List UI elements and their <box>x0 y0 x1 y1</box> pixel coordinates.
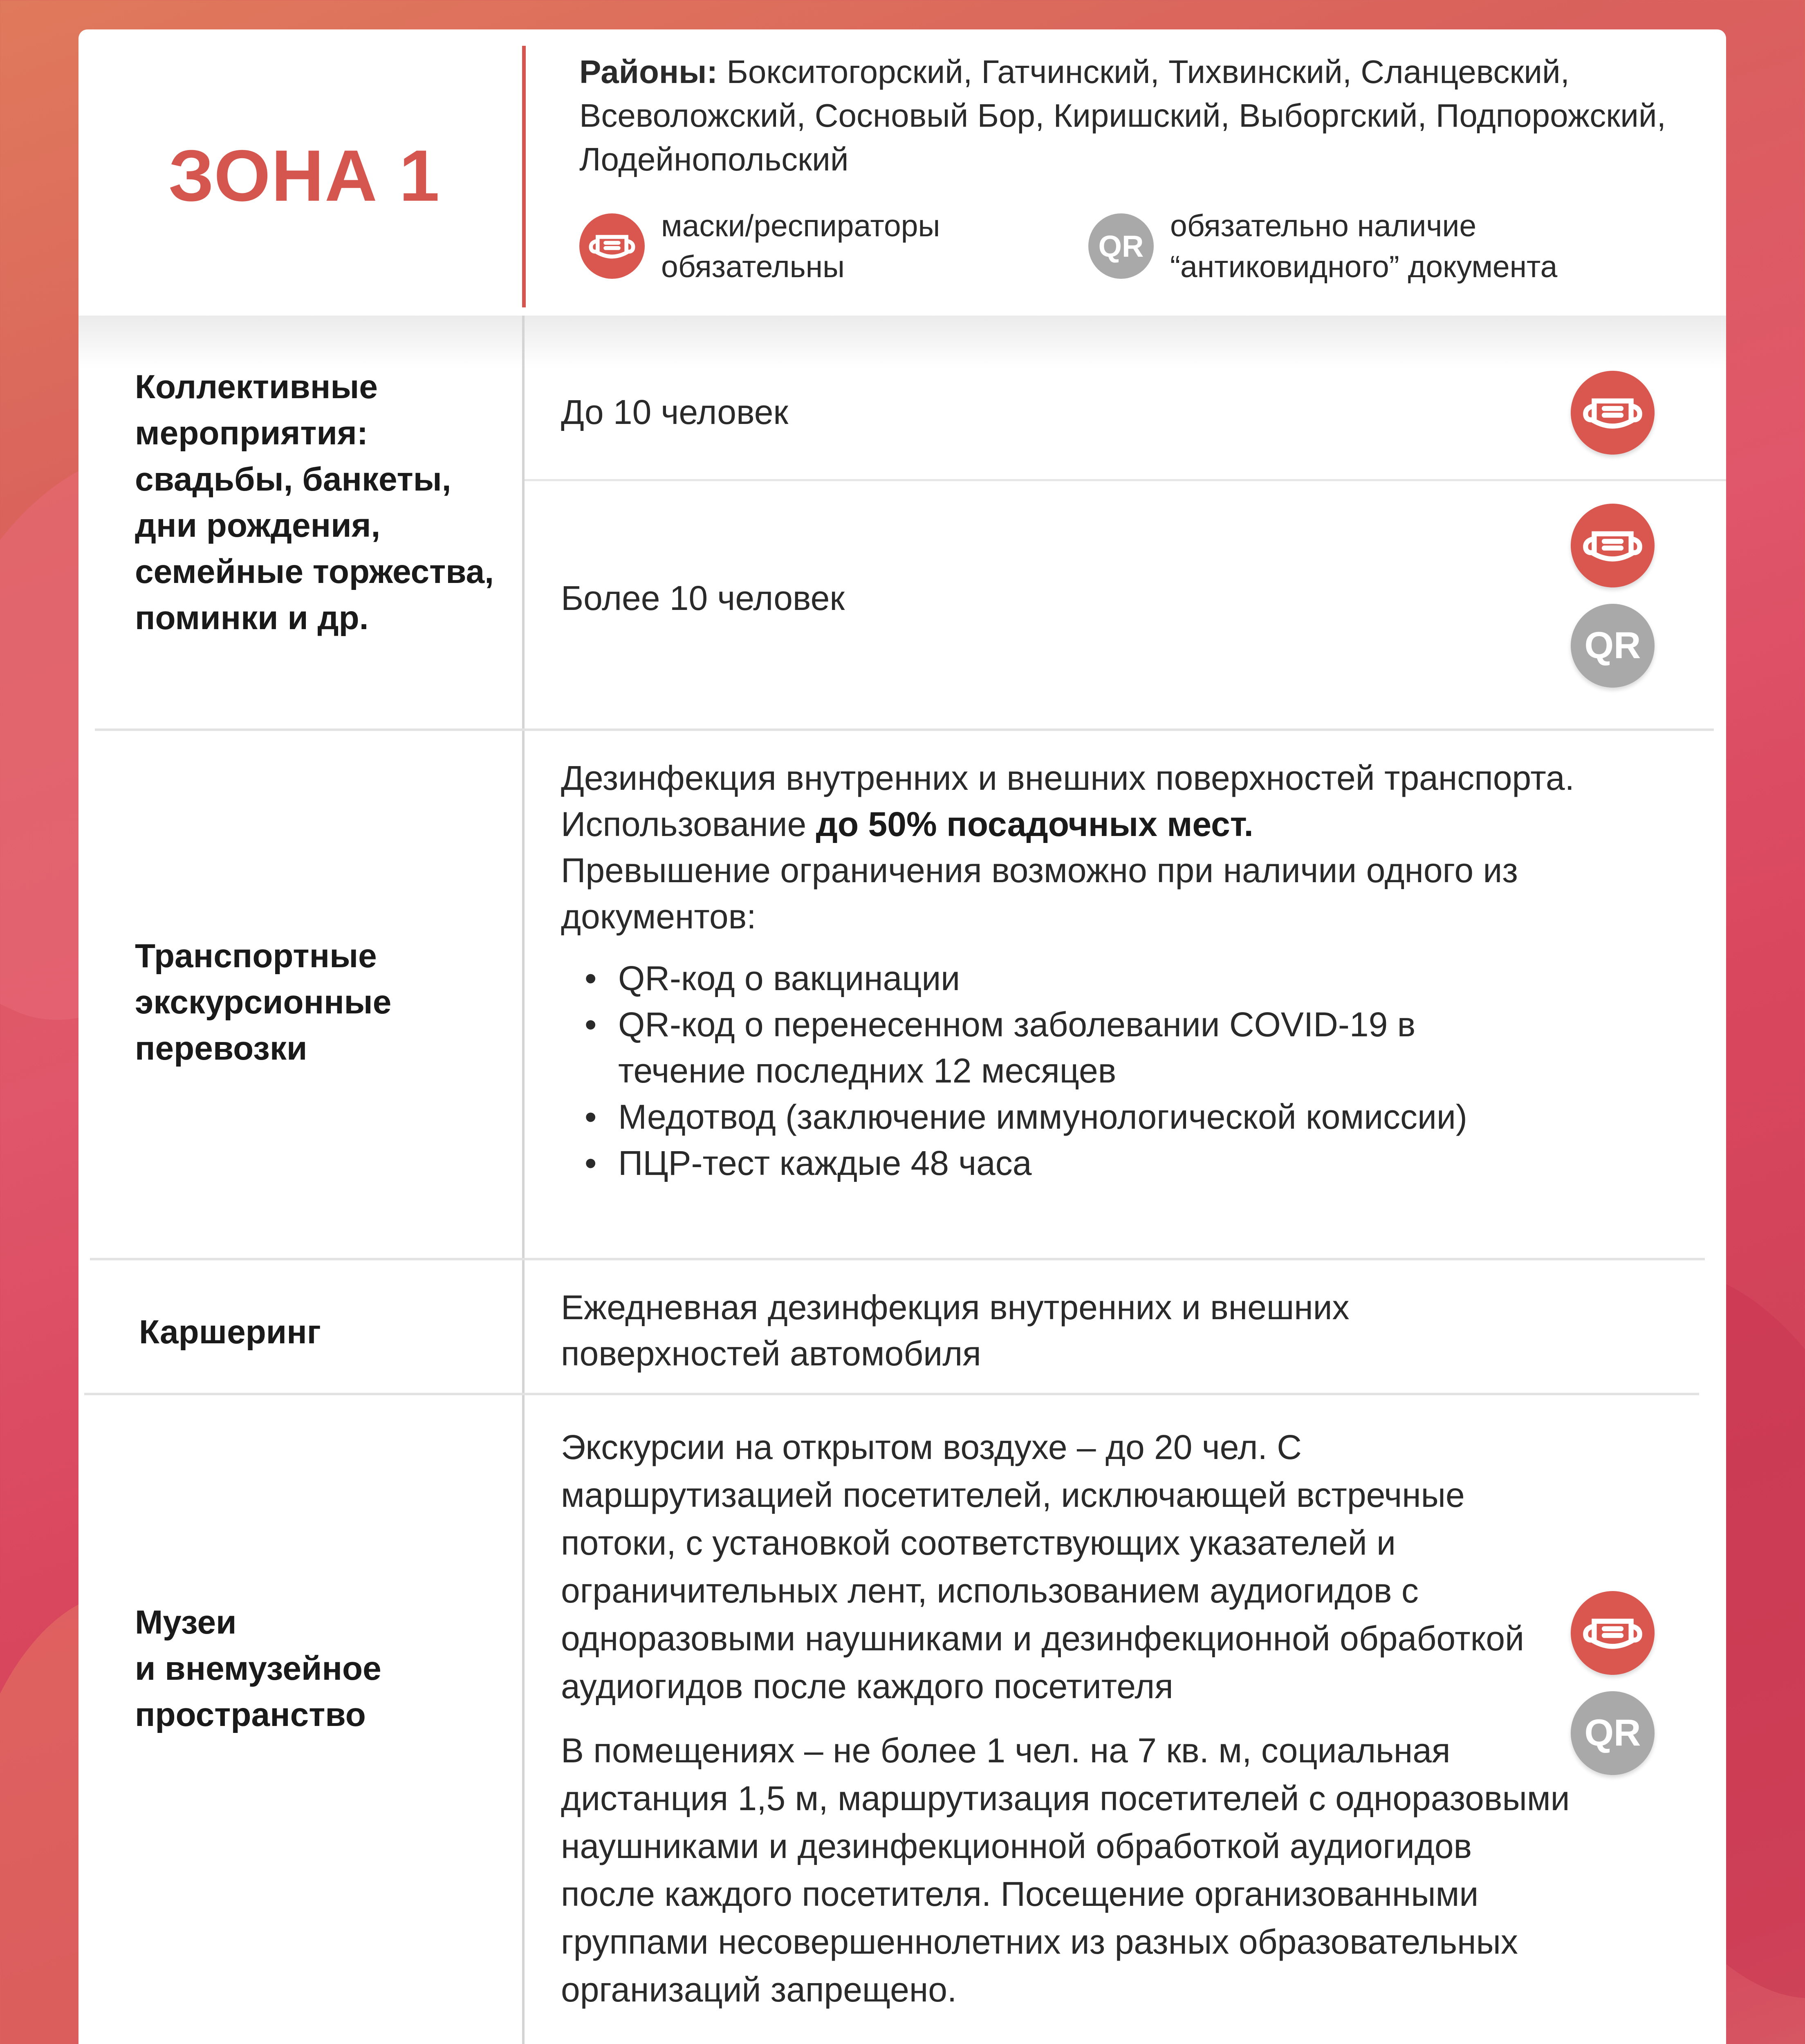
row-divider <box>525 479 1726 481</box>
row-label-museums <box>135 1599 381 1738</box>
museums-label-line3: пространство <box>135 1696 366 1733</box>
zone-header <box>78 29 1726 316</box>
carsharing-text: Ежедневная дезинфекция внутренних и внешних поверхностей автомобиля <box>561 1288 1350 1373</box>
row-divider <box>95 728 1714 731</box>
legend-qr-text <box>1170 205 1557 287</box>
legend-mask-line2: обязательны <box>661 249 845 284</box>
mask-icon <box>1571 504 1655 587</box>
legend-mask-line1: маски/респираторы <box>661 208 940 243</box>
qr-icon <box>1088 213 1154 279</box>
districts-list: Бокситогорский, Гатчинский, Тихвинский, Сланцевский, Всеволожский, Сосновый Бор, Киришский, Выборгский, Подпорожский, Лодейнопольский <box>579 54 1666 177</box>
mask-icon <box>1571 371 1655 455</box>
museums-outdoor-paragraph: Экскурсии на открытом воздухе – до 20 чел. С маршрутизацией посетителей, исключающей встречные потоки, с установкой соответствующих указателей и ограничительных лент, использованием аудиогидов с одноразовыми наушниками и дезинфекционной обработкой аудиогидов после каждого посетителя <box>561 1428 1525 1706</box>
districts-text <box>579 50 1683 181</box>
legend-qr-line1: обязательно наличие <box>1170 208 1477 243</box>
transport-line2 <box>561 801 1706 847</box>
legend-qr <box>1088 205 1557 287</box>
qr-icon-label: QR <box>1584 1712 1641 1754</box>
row-label-transport: Транспортные экскурсионные перевозки <box>135 937 392 1067</box>
museums-text <box>561 1423 1571 2014</box>
qr-icon <box>1571 604 1655 688</box>
header-divider <box>522 46 526 307</box>
qr-icon-label: QR <box>1584 625 1641 666</box>
transport-document-list <box>561 955 1706 1186</box>
legend-mask-text <box>661 205 940 287</box>
museums-label-line2: и внемузейное <box>135 1650 381 1687</box>
qr-icon <box>1571 1691 1655 1775</box>
transport-line1: Дезинфекция внутренних и внешних поверхностей транспорта. <box>561 759 1574 797</box>
transport-line2-bold: до 50% посадочных мест. <box>816 805 1253 843</box>
list-item: • QR-код о перенесенном заболевании COVID-19 в течение последних 12 месяцев <box>561 1002 1497 1094</box>
row-label-events: Коллективные мероприятия: свадьбы, банкеты, дни рождения, семейные торжества, поминки и др. <box>135 368 494 637</box>
row-divider <box>90 1258 1705 1260</box>
legend-mask <box>579 205 940 287</box>
column-divider <box>522 316 525 2044</box>
zone-title: ЗОНА 1 <box>168 135 441 216</box>
districts-label: Районы: <box>579 54 718 90</box>
transport-line3: Превышение ограничения возможно при наличии одного из документов: <box>561 851 1518 936</box>
row-divider <box>84 1393 1699 1395</box>
header-shadow <box>78 316 1726 369</box>
transport-text <box>561 755 1706 1186</box>
events-over-10: Более 10 человек <box>561 579 845 617</box>
row-label-carsharing: Каршеринг <box>139 1313 321 1351</box>
qr-icon-label: QR <box>1098 229 1144 263</box>
events-up-to-10: До 10 человек <box>561 393 789 431</box>
museums-label-line1: Музеи <box>135 1604 237 1641</box>
museums-indoor-paragraph: В помещениях – не более 1 чел. на 7 кв. м, социальная дистанция 1,5 м, маршрутизация посетителей с одноразовыми наушниками и дезинфекционной обработкой аудиогидов после каждого посетителя. Посещение организованными группами несовершеннолетних из разных образовательных организаций запрещено. <box>561 1731 1570 2009</box>
mask-icon <box>1571 1591 1655 1675</box>
transport-line2-prefix: Использование <box>561 805 816 843</box>
legend-qr-line2: “антиковидного” документа <box>1170 249 1558 284</box>
list-item: • QR-код о вакцинации <box>561 955 1706 1002</box>
list-item: • ПЦР-тест каждые 48 часа <box>561 1140 1706 1186</box>
zone-card <box>78 29 1726 2044</box>
list-item: • Медотвод (заключение иммунологической комиссии) <box>561 1094 1706 1140</box>
mask-icon <box>579 213 645 279</box>
